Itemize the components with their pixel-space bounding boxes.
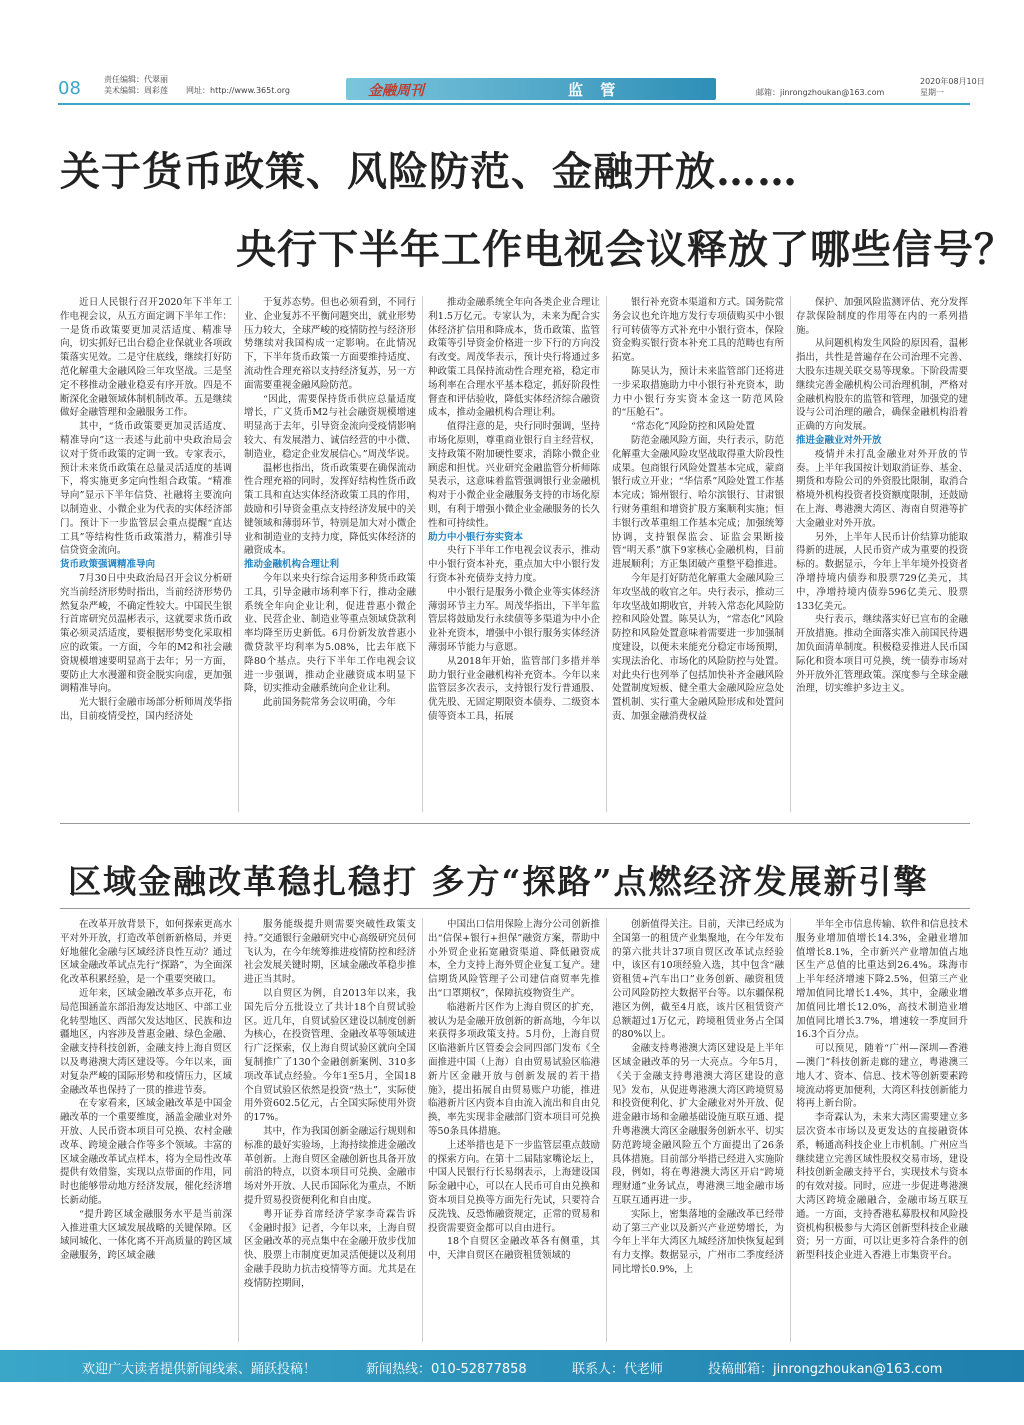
article1-title-line1: 关于货币政策、风险防范、金融开放…… bbox=[60, 148, 798, 195]
paragraph: 创新值得关注。目前，天津已经成为全国第一的租赁产业集聚地，在今年发布的第六批共计37项自贸区改革试点经验中，该区有10项经验入选，其中包含“融资租赁+汽车出口”业务创新、融资租赁公司风险防控大数据平台等。以东疆保税港区为例，截至4月底，该片区租赁资产总额超过1万亿元，跨境租赁业务占全国的80%以上。 bbox=[612, 919, 784, 1041]
footer-email[interactable]: 投稿邮箱：jinrongzhoukan@163.com bbox=[708, 1362, 943, 1377]
paragraph: 中国出口信用保险上海分公司创新推出“信保+银行+担保”融资方案，帮助中小外贸企业拓宽融资渠道、降低融资成本，全力支持上海外贸企业复工复产。建信期货风险管理子公司建信商贸率先推出“口罩期权”，保障抗疫物资生产。 bbox=[428, 919, 600, 999]
article1-column bbox=[244, 296, 416, 812]
paragraph: “提升跨区域金融服务水平是当前深入推进重大区域发展战略的关键保障。区域同城化、一体化离不开高质量的跨区域金融服务，跨区域金融 bbox=[60, 1208, 232, 1262]
paragraph: 推动金融系统全年向各类企业合理让利1.5万亿元。专家认为，未来为配合实体经济扩信用和降成本，货币政策、监管政策等引导资金价格进一步下行的方向没有改变。周茂华表示，预计央行将通过多种政策工具保持流动性合理充裕，稳定市场利率在合理水平基本稳定，抓好阶段性督查和评估验收，降低实体经济综合融资成本，推动金融机构合理让利。 bbox=[428, 297, 600, 419]
paragraph: 近日人民银行召开2020年下半年工作电视会议，从五方面定调下半年工作：一是货币政策要更加灵活适度、精准导向，切实抓好已出台稳企业保就业各项政策落实见效。二是守住底线，继续打好防范化解重大金融风险三年攻坚战。三是坚定不移推动金融业稳妥有序开放。四是不断深化金融领域体制机制改革。五是继续做好金融管理和金融服务工作。 bbox=[60, 297, 232, 419]
editor-line: 美术编辑：周彩莲 bbox=[104, 86, 168, 95]
publication-name: 金融周刊 bbox=[368, 83, 424, 99]
article2-column bbox=[796, 918, 968, 1342]
issue-date bbox=[920, 76, 985, 98]
paragraph: 温彬也指出，货币政策要在确保流动性合理充裕的同时，发挥好结构性货币政策工具和直达实体经济政策工具的作用，鼓励和引导资金重点支持经济发展中的关键领域和薄弱环节，特别是加大对小微企业和制造业的支持力度，降低实体经济的融资成本。 bbox=[244, 462, 416, 557]
paragraph: 陈昊认为，预计未来监管部门还将进一步采取措施助力中小银行补充资本，助力中小银行夯实资本金这一防范风险的“压舱石”。 bbox=[612, 365, 784, 419]
article1-column bbox=[60, 296, 232, 812]
paragraph: 另外，上半年人民币计价结算功能取得新的进展，人民币资产成为重要的投资标的。数据显示，今年上半年境外投资者净增持境内债券和股票729亿美元，其中，净增持境内债券596亿美元、股票133亿美元。 bbox=[796, 531, 968, 612]
paragraph: 金融支持粤港澳大湾区建设是上半年区域金融改革的另一大亮点。今年5月，《关于金融支持粤港澳大湾区建设的意见》发布，从促进粤港澳大湾区跨境贸易和投资便利化、扩大金融业对外开放、促进金融市场和金融基础设施互联互通、提升粤港澳大湾区金融服务创新水平、切实防范跨境金融风险五个方面提出了26条具体措施。目前部分举措已经进入实施阶段，例如，将在粤港澳大湾区开启“跨境理财通”业务试点，粤港澳三地金融市场互联互通再进一步。 bbox=[612, 1043, 784, 1206]
paragraph: 临港新片区作为上海自贸区的扩充，被认为是金融开放创新的新高地，今年以来获得多项政策支持。5月份，上海自贸区临港新片区管委会会同四部门发布《全面推进中国（上海）自由贸易试验区临港新片区金融开放与创新发展的若干措施》，提出拓展自由贸易账户功能，推进临港新片区内资本自由流入流出和自由兑换，率先实现非金融部门资本项目可兑换等50条具体措施。 bbox=[428, 1001, 600, 1137]
editor-credits bbox=[104, 74, 168, 96]
subheading: 货币政策强调精准导向 bbox=[60, 559, 156, 571]
paragraph: 其中，“货币政策要更加灵活适度、精准导向”这一表述与此前中央政治局会议对于货币政策的定调一致。专家表示，预计未来货币政策在总量灵活适度的基调下，将实施更多定向性组合政策。“精准导向”显示下半年信贷、社融将主要流向以制造业、小微企业为代表的实体经济部门。预计下一步监管层会重点提醒“直达工具”等结构性货币政策潜力，精准引导信贷资金流向。 bbox=[60, 421, 232, 557]
article2-column bbox=[428, 918, 600, 1342]
column-rule bbox=[606, 296, 607, 812]
subheading: 推进金融业对外开放 bbox=[796, 434, 882, 446]
website-link[interactable]: 网址：http://www.365t.org bbox=[186, 86, 291, 95]
paragraph: “因此，需要保持货币供应总量适度增长，广义货币M2与社会融资规模增速明显高于去年，引导资金流向受疫情影响较大、有发展潜力、诚信经营的中小微、制造业，稳定企业发展信心。”周茂华说。 bbox=[244, 393, 416, 460]
paragraph: 可以预见，随着“广州—深圳—香港—澳门”科技创新走廊的建立，粤港澳三地人才、资本、信息、技术等创新要素跨境流动将更加便利，大湾区科技创新能力将再上新台阶。 bbox=[796, 1043, 968, 1110]
subheading: 推动金融机构合理让利 bbox=[244, 559, 340, 571]
paragraph: 此前国务院常务会议明确，今年 bbox=[263, 697, 397, 709]
header-divider bbox=[58, 103, 970, 105]
paragraph: 以自贸区为例，自2013年以来，我国先后分五批设立了共计18个自贸试验区。近几年，自贸试验区建设以制度创新为核心，在投资管理、金融改革等领域进行广泛探索，仅上海自贸试验区就向全国复制推广了130个金融创新案例、310多项改革试点经验。今年1至5月，全国18个自贸试验区依然是投资“热土”，实际使用外资602.5亿元，占全国实际使用外资的17%。 bbox=[244, 987, 416, 1124]
article1-title-line2: 央行下半年工作电视会议释放了哪些信号？ bbox=[236, 226, 1015, 273]
paragraph: “常态化”风险防控和风险处置 bbox=[631, 421, 755, 433]
article2-column bbox=[244, 918, 416, 1342]
paragraph: 今年是打好防范化解重大金融风险三年攻坚战的收官之年。央行表示，推动三年攻坚战如期收官，并转入常态化风险防控和风险处置。陈昊认为，“常态化”风险防控和风险处置意味着需要进一步加强制度建设，以便未来能充分稳定市场预期，实现法治化、市场化的风险防控与处置。对此央行也列举了包括加快补齐金融风险处置制度短板、健全重大金融风险应急处置机制、实行重大金融风险形成和处置问责、加强金融消费权益 bbox=[612, 572, 784, 722]
weekday-text: 星期一 bbox=[920, 88, 944, 97]
paragraph: 疫情并未打乱金融业对外开放的节奏。上半年我国按计划取消证券、基金、期货和寿险公司的外资股比限制，取消合格境外机构投资者投资额度限制，还鼓励在上海、粤港澳大湾区、海南自贸港等扩大金融业对外开放。 bbox=[796, 448, 968, 529]
paragraph: 央行下半年工作电视会议表示，推动中小银行资本补充，重点加大中小银行发行资本补充债券支持力度。 bbox=[428, 545, 600, 584]
column-rule bbox=[606, 918, 607, 1342]
paragraph: 粤开证券首席经济学家李奇霖告诉《金融时报》记者，今年以来，上海自贸区金融改革的亮点集中在金融开放步伐加快、股票上市制度更加灵活便捷以及利用金融手段助力抗击疫情等方面。尤其是在疫情防控期间， bbox=[244, 1208, 416, 1289]
paragraph: 上述举措也是下一步监管层重点鼓励的探索方向。在第十二届陆家嘴论坛上，中国人民银行行长易纲表示，上海建设国际金融中心，可以在人民币可自由兑换和资本项目兑换等方面先行先试，只要符合反洗钱、反恐怖融资规定，正常的贸易和投资需要资金都可以自由进行。 bbox=[428, 1139, 600, 1234]
paragraph: 防范金融风险方面，央行表示，防范化解重大金融风险攻坚战取得重大阶段性成果。包商银行风险处置基本完成，蒙商银行成立开业；“华信系”风险处置工作基本完成；锦州银行、哈尔滨银行、甘肃银行财务重组和增资扩股方案顺利实施；恒丰银行改革重组工作基本完成；加强统筹协调，支持银保监会、证监会果断接管“明天系”旗下9家核心金融机构，目前进展顺利；方正集团破产重整平稳推进。 bbox=[612, 434, 784, 571]
paragraph: 7月30日中央政治局召开会议分析研究当前经济形势时指出，当前经济形势仍然复杂严峻，不确定性较大。中国民生银行首席研究员温彬表示，这就要求货币政策必须灵活适度，要根据形势变化采取相应的政策。一方面，今年的M2和社会融资规模增速要明显高于去年；另一方面，要防止大水漫灌和资金脱实向虚，更加强调精准导向。 bbox=[60, 572, 232, 695]
paragraph: 光大银行金融市场部分析师周茂华指出，目前疫情受控，国内经济处 bbox=[60, 697, 232, 722]
subheading: 助力中小银行夯实资本 bbox=[428, 531, 524, 543]
footer-contact: 联系人：代老师 bbox=[572, 1362, 664, 1377]
paragraph: 从2018年开始，监管部门多措并举助力银行业金融机构补充资本。今年以来监管层多次表示，支持银行发行普通股、优先股、无固定期限资本债券、二级资本债等资本工具，拓展 bbox=[428, 655, 600, 722]
paragraph: 保护、加强风险监测评估、充分发挥存款保险制度的作用等在内的一系列措施。 bbox=[796, 297, 968, 336]
editor-line: 责任编辑：代翠丽 bbox=[104, 75, 168, 84]
paragraph: 央行表示，继续落实好已宣布的金融开放措施。推动全面落实准入前国民待遇加负面清单制度。积极稳妥推进人民币国际化和资本项目可兑换，统一债券市场对外开放外汇管理政策。深度参与全球金融治理，切实维护多边主义。 bbox=[796, 614, 968, 695]
paragraph: 半年全市信息传输、软件和信息技术服务业增加值增长14.3%，金融业增加值增长8.1%，全市新兴产业增加值占地区生产总值的比重达到26.4%。珠海市上半年经济增速下降2.5%，但第三产业增加值同比增长1.4%，其中，金融业增加值同比增长12.0%，高技术制造业增加值同比增长3.7%，增速较一季度回升16.3个百分点。 bbox=[796, 919, 968, 1041]
paragraph: 银行补充资本渠道和方式。国务院常务会议也允许地方发行专项债购买中小银行可转债等方式补充中小银行资本，保险资金购买银行资本补充工具的范畴也有所拓宽。 bbox=[612, 297, 784, 364]
article2-column bbox=[60, 918, 232, 1342]
article2-title: 区域金融改革稳扎稳打 多方“探路”点燃经济发展新引擎 bbox=[68, 862, 929, 901]
column-rule bbox=[422, 918, 423, 1342]
date-text: 2020年08月10日 bbox=[920, 77, 985, 86]
article2-title-divider bbox=[60, 908, 970, 909]
paragraph: 实际上，密集落地的金融改革已经带动了第三产业以及新兴产业逆势增长，为今年上半年大湾区九城经济加快恢复起到有力支撑。数据显示，广州市二季度经济同比增长0.9%，上 bbox=[612, 1208, 784, 1275]
article1-column bbox=[796, 296, 968, 812]
page-number: 08 bbox=[58, 78, 81, 99]
footer-slogan: 欢迎广大读者提供新闻线索、踊跃投稿！ bbox=[82, 1362, 317, 1377]
paragraph: 18个自贸区金融改革各有侧重，其中，天津自贸区在融资租赁领域的 bbox=[428, 1236, 600, 1262]
paragraph: 李奇霖认为，未来大湾区需要建立多层次资本市场以及更发达的直接融资体系，畅通高科技企业上市机制。广州应当继续建立完善区域性股权交易市场，建设科技创新金融支持平台，实现技术与资本的有效对接。同时，应进一步促进粤港澳大湾区跨境金融融合，金融市场互联互通。一方面，支持香港私募股权和风险投资机构积极参与大湾区创新型科技企业融资；另一方面，可以让更多符合条件的创新型科技企业进入香港上市集资平台。 bbox=[796, 1112, 968, 1262]
article-divider bbox=[60, 823, 970, 824]
paragraph: 其中，作为我国创新金融运行规则和标准的最好实验场，上海持续推进金融改革创新。上海自贸区金融创新也具备开放前沿的特点，以资本项目可兑换、金融市场对外开放、人民币国际化为重点，不断提升贸易投资便利化和自由度。 bbox=[244, 1125, 416, 1206]
paragraph: 服务能级提升则需要突破性政策支持。”交通银行金融研究中心高级研究员何飞认为，在今年统筹推进疫情防控和经济社会发展关键时期，区域金融改革稳步推进正当其时。 bbox=[244, 919, 416, 986]
article1-column bbox=[428, 296, 600, 812]
section-name: 监 管 bbox=[568, 81, 622, 99]
article1-column bbox=[612, 296, 784, 812]
footer-banner bbox=[0, 1350, 1024, 1382]
header-email[interactable]: 邮箱：jinrongzhoukan@163.com bbox=[756, 88, 885, 97]
paragraph: 在改革开放背景下，如何探索更高水平对外开放，打造改革创新新格局，并更好地催化金融与区域经济良性互动？通过区域金融改革试点先行“探路”，为全面深化改革积累经验，是一个重要突破口。 bbox=[60, 919, 232, 986]
article2-column bbox=[612, 918, 784, 1342]
column-rule bbox=[790, 296, 791, 812]
paragraph: 近年来，区域金融改革多点开花，布局范围涵盖东部沿海发达地区、中部工业化转型地区、西部欠发达地区、民族和边疆地区，内容涉及普惠金融、绿色金融、金融支持科技创新，金融支持上海自贸区以及粤港澳大湾区建设等。今年以来，面对复杂严峻的国际形势和疫情压力，区域金融改革也保持了一贯的推进节奏。 bbox=[60, 987, 232, 1096]
paragraph: 在专家看来，区域金融改革是中国金融改革的一个重要维度，涵盖金融业对外开放、人民币资本项目可兑换、农村金融改革、跨境金融合作等多个领域。丰富的区域金融改革试点样本，将为全局性改革提供有效借鉴，实现以点带面的作用，同时也能够带动地方经济发展，催化经济增长新动能。 bbox=[60, 1098, 232, 1206]
footer-hotline: 新闻热线：010-52877858 bbox=[366, 1362, 527, 1377]
column-rule bbox=[790, 918, 791, 1342]
paragraph: 今年以来央行综合运用多种货币政策工具，引导金融市场利率下行，推动金融系统全年向企业让利，促进普惠小微企业、民营企业、制造业等重点领域贷款利率均降至历史新低。6月份新发放普惠小微贷款平均利率为5.08%，比去年底下降80个基点。央行下半年工作电视会议进一步强调，推动企业融资成本明显下降，切实推动金融系统向企业让利。 bbox=[244, 572, 416, 695]
paragraph: 中小银行是服务小微企业等实体经济薄弱环节主力军。周茂华指出，下半年监管层将鼓励发行永续债等多渠道为中小企业补充资本，增强中小银行服务实体经济薄弱环节能力与意愿。 bbox=[428, 586, 600, 653]
column-rule bbox=[238, 918, 239, 1342]
column-rule bbox=[422, 296, 423, 812]
column-rule bbox=[238, 296, 239, 812]
paragraph: 于复苏态势。但也必须看到，不同行业、企业复苏不平衡问题突出，就业形势压力较大，全球严峻的疫情防控与经济形势继续对我国构成一定影响。在此情况下，下半年货币政策一方面要维持适度、流动性合理充裕以支持经济复苏，另一方面需要重视金融风险防范。 bbox=[244, 297, 416, 391]
paragraph: 值得注意的是，央行同时强调，坚持市场化原则，尊重商业银行自主经营权，支持政策不附加硬性要求，消除小微企业顾虑和担忧。兴业研究金融监管分析师陈昊表示，这意味着监管强调银行业金融机构对于小微企业金融服务支持的市场化原则，有利于增强小微企业金融服务的长久性和可持续性。 bbox=[428, 421, 600, 529]
paragraph: 从问题机构发生风险的原因看，温彬指出，共性是普遍存在公司治理不完善、大股东违规关联交易等现象。下阶段需要继续完善金融机构公司治理机制，严格对金融机构股东的监管和管理，加强党的建设与公司治理的融合，确保金融机构沿着正确的方向发展。 bbox=[796, 338, 968, 433]
